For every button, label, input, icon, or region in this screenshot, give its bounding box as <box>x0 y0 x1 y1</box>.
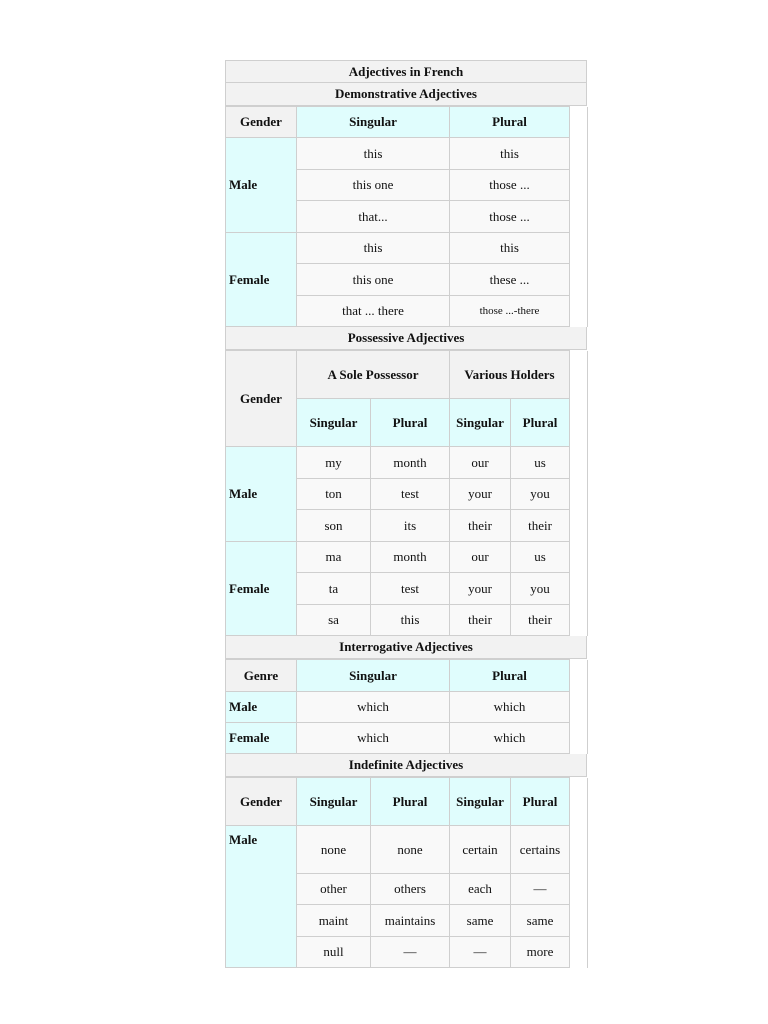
table-cell: — <box>511 874 570 905</box>
table-cell: certains <box>511 826 570 874</box>
interrogative-title: Interrogative Adjectives <box>225 636 587 659</box>
table-cell: same <box>511 905 570 937</box>
table-cell: son <box>297 510 371 542</box>
gender-male: Male <box>226 447 297 542</box>
table-cell: others <box>371 874 450 905</box>
table-cell: you <box>511 479 570 510</box>
table-cell: maintains <box>371 905 450 937</box>
table-cell: their <box>450 510 511 542</box>
gender-male: Male <box>226 138 297 233</box>
indefinite-title: Indefinite Adjectives <box>225 754 587 777</box>
table-cell: — <box>450 937 511 968</box>
table-cell: my <box>297 447 371 479</box>
table-cell: each <box>450 874 511 905</box>
adjectives-table <box>225 60 587 968</box>
header-singular: Singular <box>450 399 511 447</box>
header-singular: Singular <box>297 778 371 826</box>
table-cell: you <box>511 573 570 605</box>
table-cell: test <box>371 573 450 605</box>
table-cell: none <box>371 826 450 874</box>
table-cell: those ...-there <box>450 296 570 327</box>
table-cell: this <box>450 233 570 264</box>
header-singular: Singular <box>297 660 450 692</box>
table-cell: which <box>297 723 450 754</box>
header-singular: Singular <box>297 399 371 447</box>
header-gender: Gender <box>226 351 297 447</box>
header-plural: Plural <box>450 107 570 138</box>
header-plural: Plural <box>371 399 450 447</box>
header-sole-possessor: A Sole Possessor <box>297 351 450 399</box>
table-cell: ma <box>297 542 371 573</box>
table-cell: null <box>297 937 371 968</box>
table-cell: this <box>371 605 450 636</box>
gender-female: Female <box>226 723 297 754</box>
header-plural: Plural <box>511 399 570 447</box>
table-cell: us <box>511 542 570 573</box>
header-singular: Singular <box>297 107 450 138</box>
table-cell: test <box>371 479 450 510</box>
interrogative-table <box>225 659 588 754</box>
table-cell: your <box>450 479 511 510</box>
table-cell: same <box>450 905 511 937</box>
table-cell: — <box>371 937 450 968</box>
table-cell: this <box>297 138 450 170</box>
table-cell: this one <box>297 170 450 201</box>
header-gender: Gender <box>226 107 297 138</box>
table-cell: none <box>297 826 371 874</box>
table-cell: month <box>371 447 450 479</box>
header-plural: Plural <box>450 660 570 692</box>
gender-female: Female <box>226 542 297 636</box>
table-cell: which <box>450 723 570 754</box>
table-cell: us <box>511 447 570 479</box>
table-cell: maint <box>297 905 371 937</box>
table-cell: those ... <box>450 170 570 201</box>
table-cell: that ... there <box>297 296 450 327</box>
table-cell: month <box>371 542 450 573</box>
table-cell: this one <box>297 264 450 296</box>
header-gender: Gender <box>226 778 297 826</box>
table-cell: this <box>297 233 450 264</box>
table-cell: their <box>511 510 570 542</box>
table-cell: ton <box>297 479 371 510</box>
demonstrative-table <box>225 106 588 327</box>
table-cell: which <box>450 692 570 723</box>
possessive-table <box>225 350 588 636</box>
table-cell: their <box>450 605 511 636</box>
header-various-holders: Various Holders <box>450 351 570 399</box>
header-genre: Genre <box>226 660 297 692</box>
table-cell: certain <box>450 826 511 874</box>
gender-male: Male <box>226 692 297 723</box>
demonstrative-title: Demonstrative Adjectives <box>225 83 587 106</box>
table-cell: those ... <box>450 201 570 233</box>
table-title: Adjectives in French <box>225 60 587 83</box>
table-cell: our <box>450 542 511 573</box>
header-plural: Plural <box>371 778 450 826</box>
table-cell: their <box>511 605 570 636</box>
header-singular: Singular <box>450 778 511 826</box>
table-cell: other <box>297 874 371 905</box>
table-cell: your <box>450 573 511 605</box>
table-cell: this <box>450 138 570 170</box>
table-cell: these ... <box>450 264 570 296</box>
header-plural: Plural <box>511 778 570 826</box>
table-cell: that... <box>297 201 450 233</box>
table-cell: more <box>511 937 570 968</box>
gender-female: Female <box>226 233 297 327</box>
table-cell: our <box>450 447 511 479</box>
table-cell: its <box>371 510 450 542</box>
table-cell: sa <box>297 605 371 636</box>
possessive-title: Possessive Adjectives <box>225 327 587 350</box>
indefinite-table <box>225 777 588 968</box>
gender-male: Male <box>226 826 297 968</box>
table-cell: which <box>297 692 450 723</box>
table-cell: ta <box>297 573 371 605</box>
